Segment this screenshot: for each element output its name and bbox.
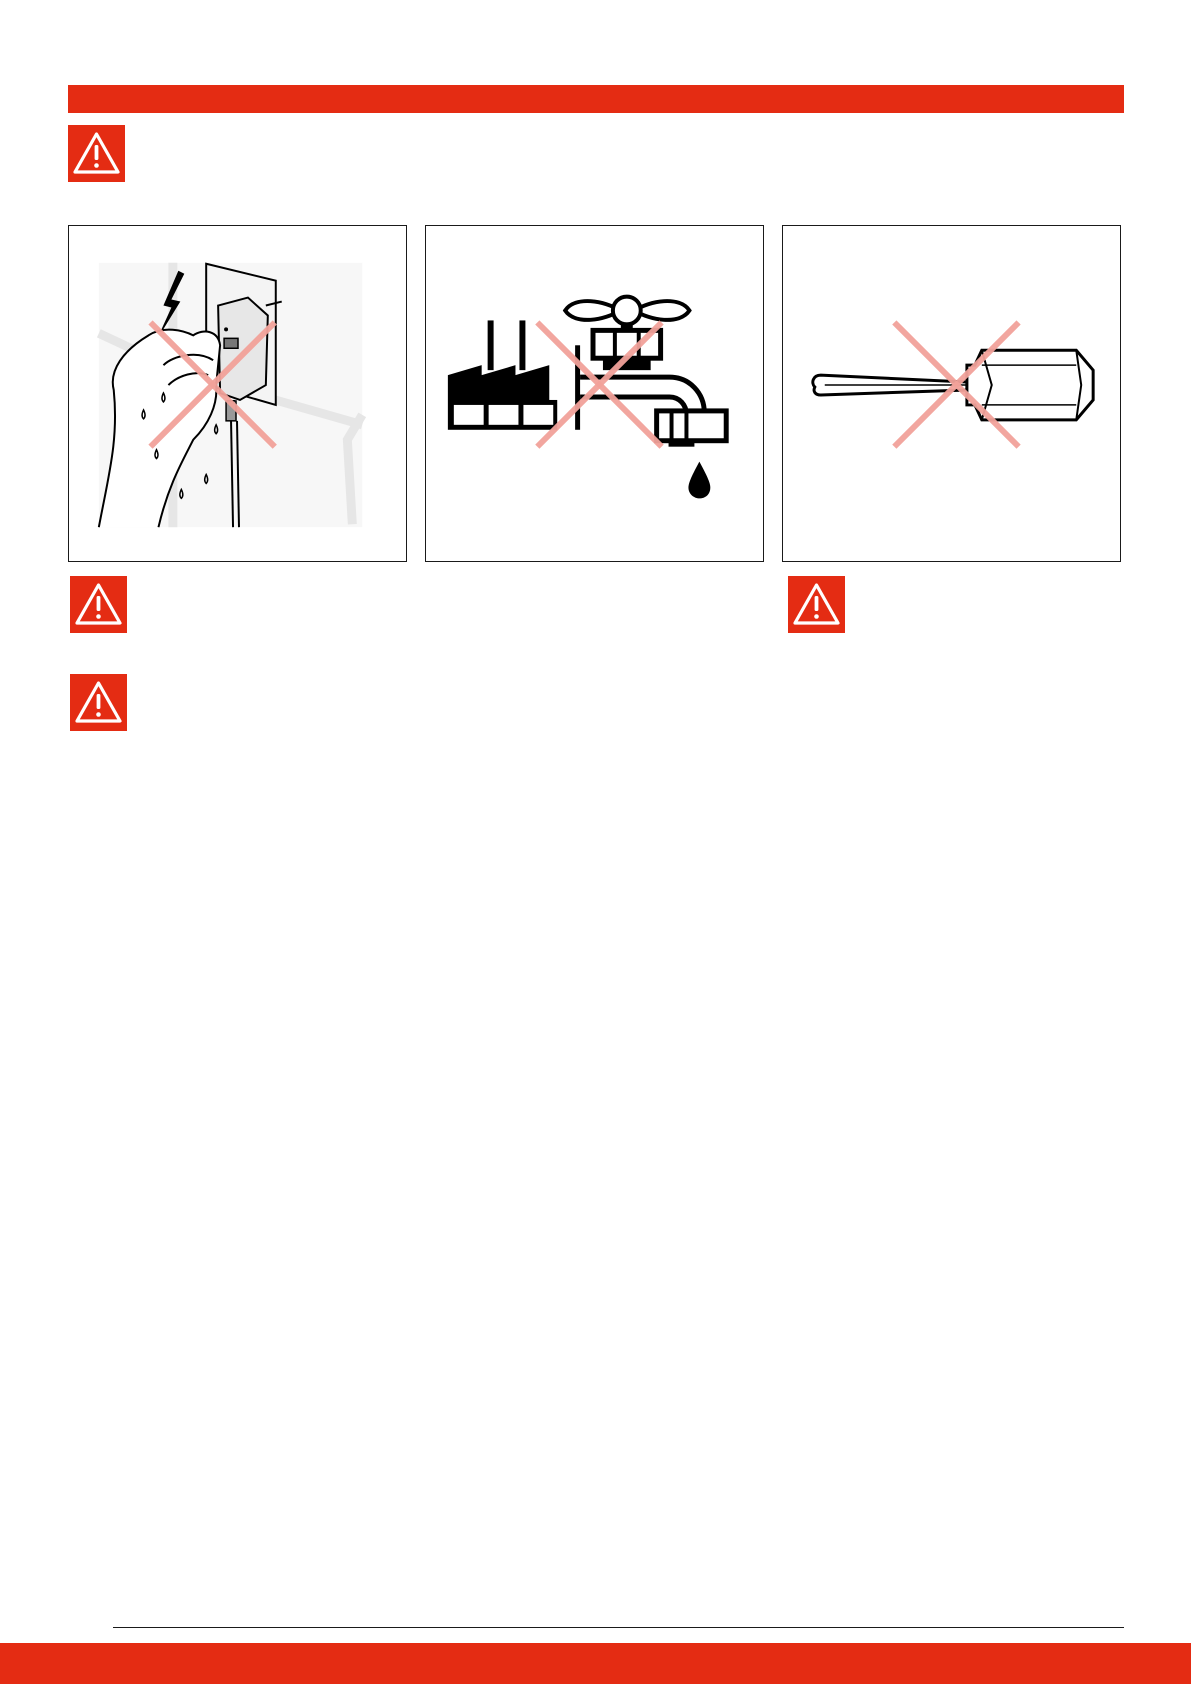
- warning-triangle-icon: [788, 576, 845, 633]
- warning-triangle-icon: [70, 674, 127, 731]
- warning-triangle-icon: [70, 576, 127, 633]
- header-red-bar: [68, 85, 1124, 113]
- footer-red-bar: [0, 1643, 1191, 1684]
- screwdriver-prohibited-icon: [782, 225, 1121, 562]
- warning-triangle-icon: [68, 125, 125, 182]
- wet-hands-plug-prohibited-icon: [68, 225, 407, 562]
- industrial-water-tap-prohibited-icon: [425, 225, 764, 562]
- footer-rule: [113, 1627, 1124, 1628]
